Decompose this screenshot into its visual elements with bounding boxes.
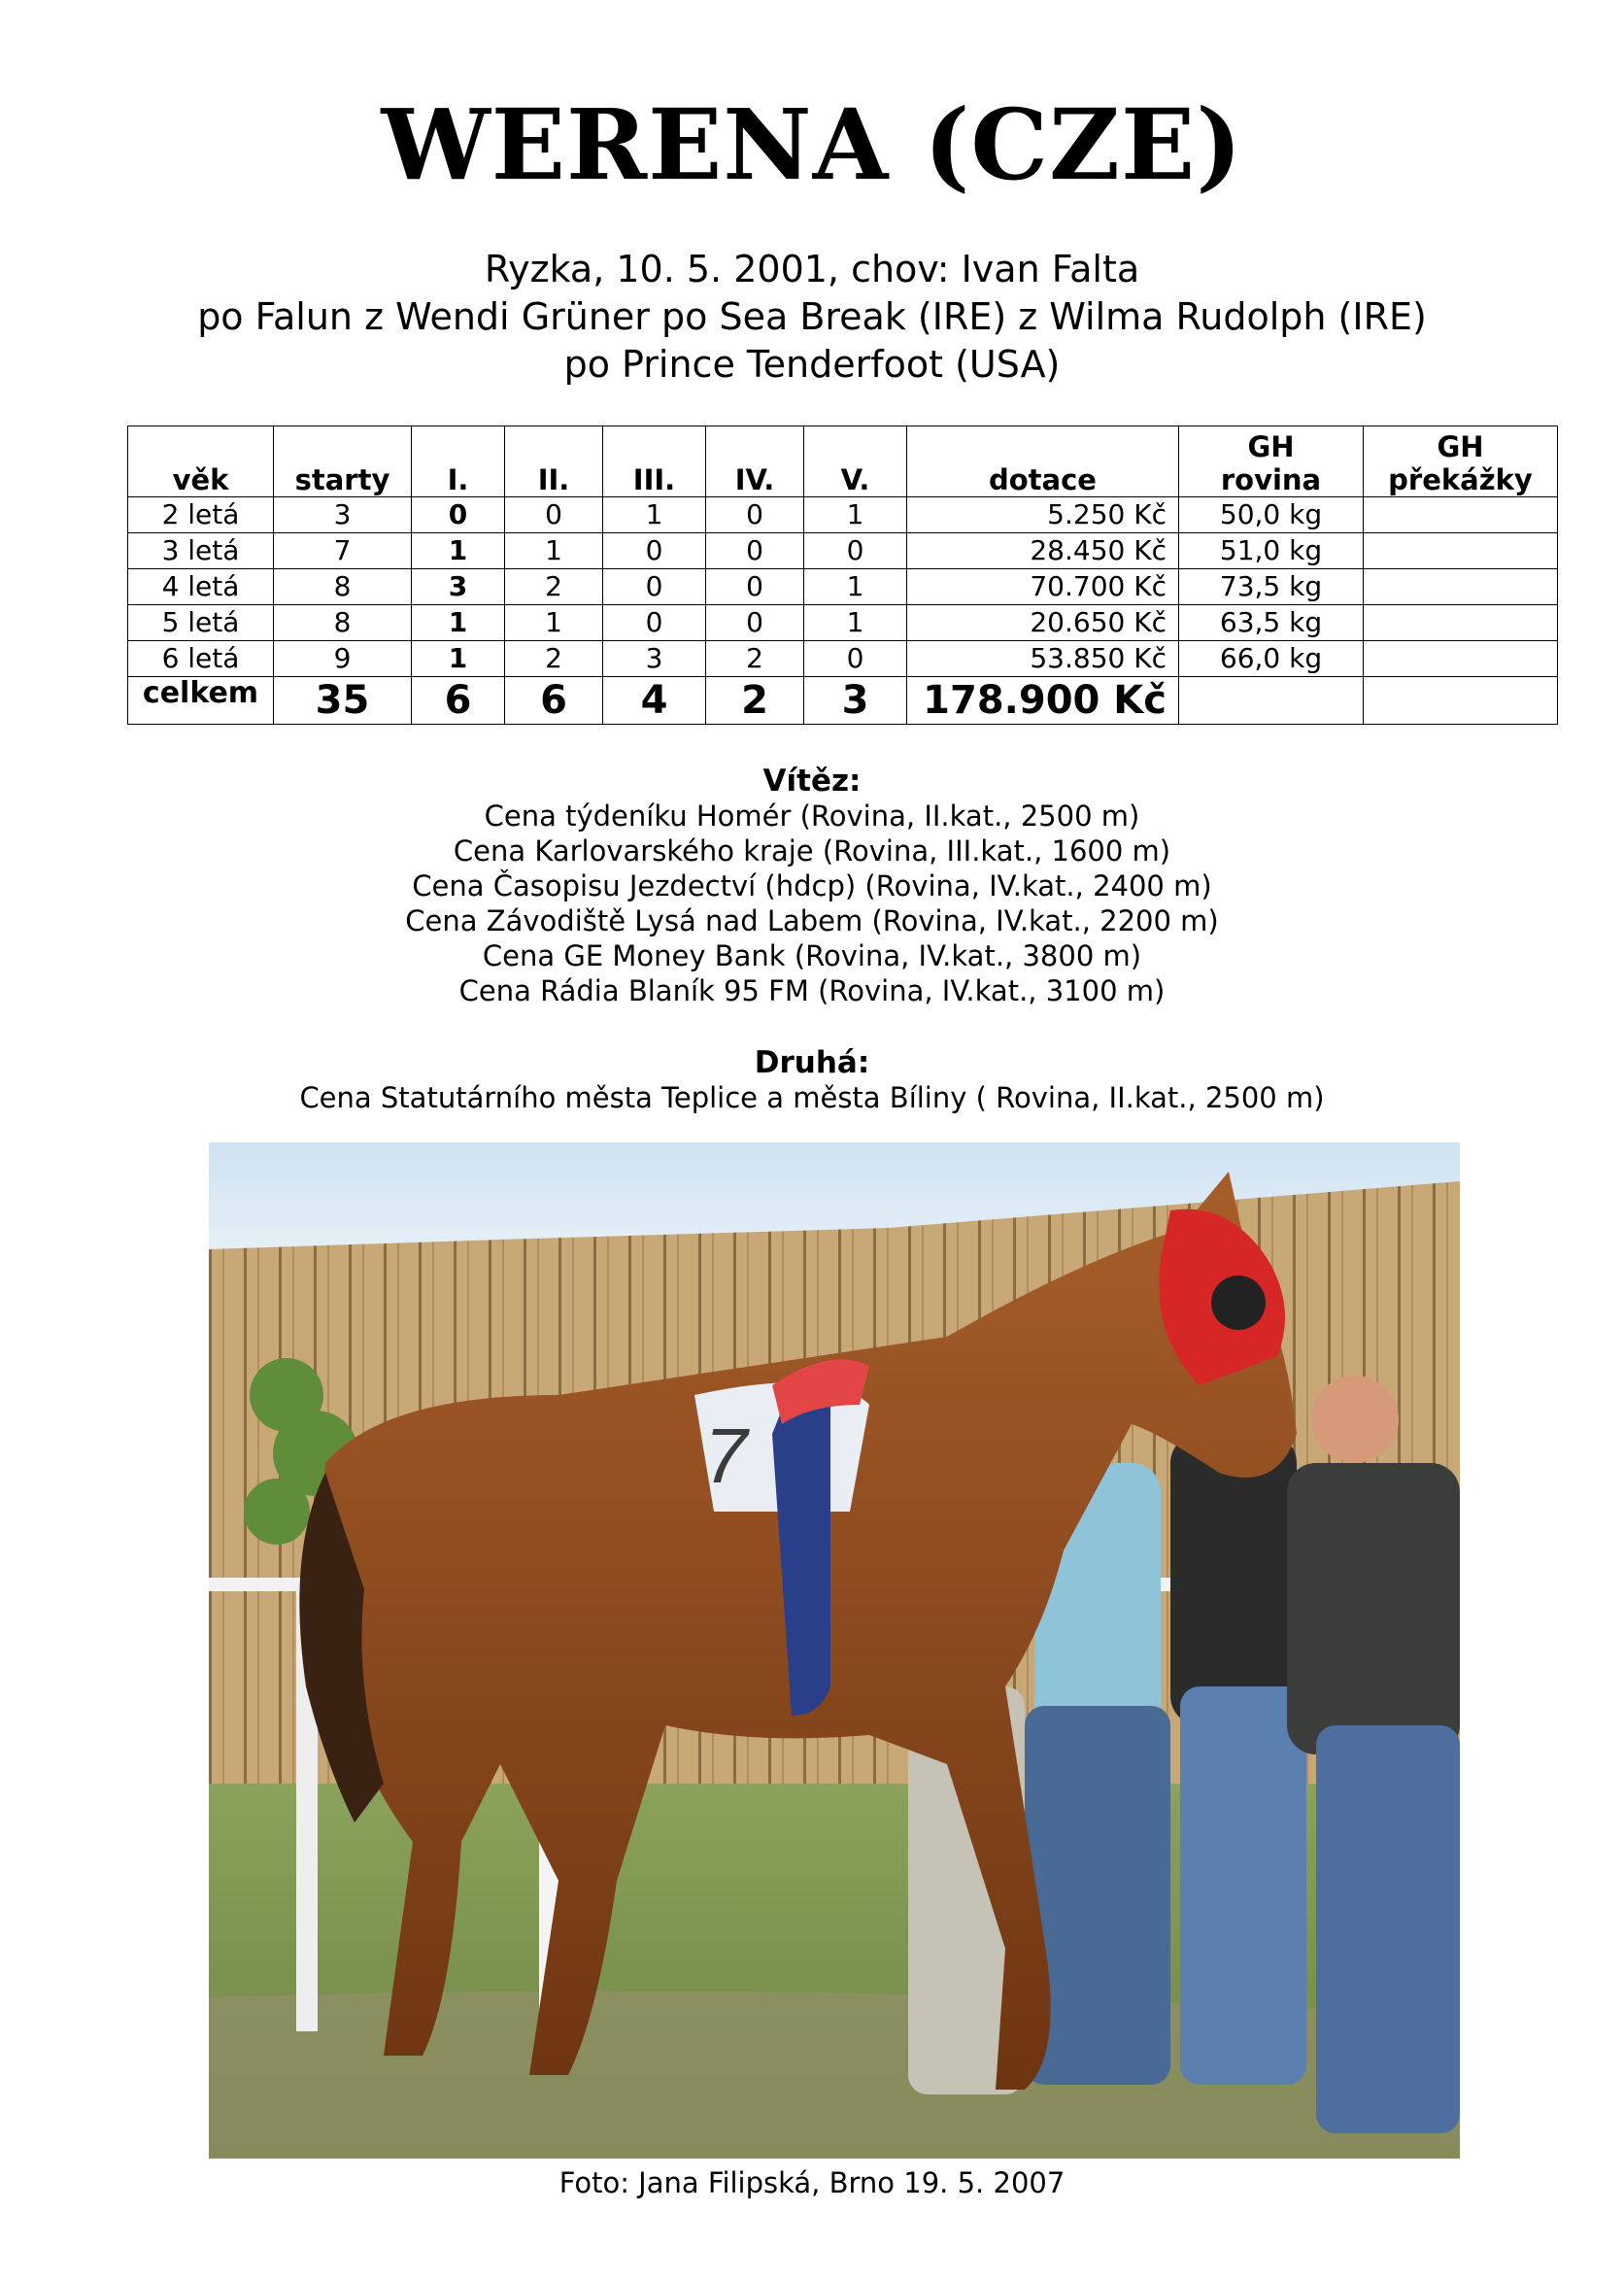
header-gh-flat: GH rovina bbox=[1179, 426, 1364, 497]
table-cell: 1 bbox=[505, 533, 603, 569]
total-cell bbox=[1179, 677, 1364, 725]
total-cell: 178.900 Kč bbox=[907, 677, 1179, 725]
total-cell: 6 bbox=[505, 677, 603, 725]
saddle-number: 7 bbox=[704, 1412, 748, 1499]
table-cell: 7 bbox=[274, 533, 412, 569]
table-cell: 51,0 kg bbox=[1179, 533, 1364, 569]
table-cell: 1 bbox=[804, 605, 907, 641]
second-heading: Druhá: bbox=[754, 1045, 870, 1080]
header-first: I. bbox=[412, 426, 505, 497]
photo-caption: Foto: Jana Filipská, Brno 19. 5. 2007 bbox=[558, 2166, 1066, 2199]
table-cell: 0 bbox=[603, 533, 706, 569]
table-cell: 0 bbox=[706, 497, 804, 533]
total-cell: 3 bbox=[804, 677, 907, 725]
second-list bbox=[0, 1080, 1624, 1115]
table-cell: 1 bbox=[412, 605, 505, 641]
header-fourth: IV. bbox=[706, 426, 804, 497]
total-cell: 2 bbox=[706, 677, 804, 725]
winner-list bbox=[0, 799, 1624, 1008]
table-cell: 73,5 kg bbox=[1179, 569, 1364, 605]
total-cell: 4 bbox=[603, 677, 706, 725]
total-cell bbox=[1364, 677, 1558, 725]
pedigree bbox=[0, 246, 1624, 389]
table-cell: 0 bbox=[603, 605, 706, 641]
pedigree-line-1: Ryzka, 10. 5. 2001, chov: Ivan Falta bbox=[484, 248, 1140, 290]
table-cell: 0 bbox=[706, 533, 804, 569]
table-cell bbox=[1364, 533, 1558, 569]
table-cell: 63,5 kg bbox=[1179, 605, 1364, 641]
total-cell: 6 bbox=[412, 677, 505, 725]
winner-item: Cena Časopisu Jezdectví (hdcp) (Rovina, IV.kat., 2400 m) bbox=[412, 869, 1212, 902]
table-cell: 0 bbox=[603, 569, 706, 605]
table-row bbox=[128, 569, 1558, 605]
table-cell: 5.250 Kč bbox=[907, 497, 1179, 533]
table-cell: 0 bbox=[706, 569, 804, 605]
total-cell: celkem bbox=[128, 677, 274, 725]
table-cell: 3 letá bbox=[128, 533, 274, 569]
header-age: věk bbox=[128, 426, 274, 497]
header-third: III. bbox=[603, 426, 706, 497]
table-cell: 0 bbox=[804, 641, 907, 677]
table-cell: 1 bbox=[603, 497, 706, 533]
table-cell: 5 letá bbox=[128, 605, 274, 641]
table-cell: 1 bbox=[505, 605, 603, 641]
table-cell: 2 bbox=[505, 641, 603, 677]
table-cell: 0 bbox=[412, 497, 505, 533]
table-cell: 1 bbox=[804, 497, 907, 533]
table-cell: 70.700 Kč bbox=[907, 569, 1179, 605]
table-cell: 4 letá bbox=[128, 569, 274, 605]
winner-heading: Vítěz: bbox=[762, 764, 862, 799]
winner-item: Cena Závodiště Lysá nad Labem (Rovina, IV.kat., 2200 m) bbox=[405, 904, 1219, 937]
table-cell: 2 letá bbox=[128, 497, 274, 533]
table-cell: 8 bbox=[274, 605, 412, 641]
table-cell: 1 bbox=[412, 641, 505, 677]
horse-photo bbox=[209, 1142, 1460, 2159]
table-total-row bbox=[128, 677, 1558, 725]
table-header-row bbox=[128, 426, 1558, 497]
race-stats-table bbox=[127, 425, 1558, 725]
winner-item: Cena Rádia Blaník 95 FM (Rovina, IV.kat., 3100 m) bbox=[458, 974, 1166, 1007]
header-fifth: V. bbox=[804, 426, 907, 497]
winner-item: Cena GE Money Bank (Rovina, IV.kat., 3800 m) bbox=[482, 939, 1142, 972]
table-cell: 28.450 Kč bbox=[907, 533, 1179, 569]
table-cell bbox=[1364, 605, 1558, 641]
header-earnings: dotace bbox=[907, 426, 1179, 497]
table-cell bbox=[1364, 569, 1558, 605]
table-cell: 0 bbox=[706, 605, 804, 641]
table-cell bbox=[1364, 497, 1558, 533]
header-second: II. bbox=[505, 426, 603, 497]
pedigree-line-3: po Prince Tenderfoot (USA) bbox=[563, 343, 1061, 386]
table-row bbox=[128, 605, 1558, 641]
table-row bbox=[128, 533, 1558, 569]
table-cell: 53.850 Kč bbox=[907, 641, 1179, 677]
table-cell: 2 bbox=[505, 569, 603, 605]
table-cell: 6 letá bbox=[128, 641, 274, 677]
table-cell: 1 bbox=[804, 569, 907, 605]
table-cell bbox=[1364, 641, 1558, 677]
table-cell: 9 bbox=[274, 641, 412, 677]
table-cell: 66,0 kg bbox=[1179, 641, 1364, 677]
winner-item: Cena týdeníku Homér (Rovina, II.kat., 2500 m) bbox=[484, 800, 1140, 833]
second-item: Cena Statutárního města Teplice a města Bíliny ( Rovina, II.kat., 2500 m) bbox=[299, 1081, 1325, 1114]
table-cell: 2 bbox=[706, 641, 804, 677]
winner-section bbox=[0, 764, 1624, 1008]
header-gh-hurdles: GH překážky bbox=[1364, 426, 1558, 497]
table-cell: 0 bbox=[505, 497, 603, 533]
table-row bbox=[128, 497, 1558, 533]
second-section bbox=[0, 1045, 1624, 1115]
header-starts: starty bbox=[274, 426, 412, 497]
table-cell: 8 bbox=[274, 569, 412, 605]
table-cell: 3 bbox=[603, 641, 706, 677]
table-cell: 1 bbox=[412, 533, 505, 569]
table-cell: 3 bbox=[274, 497, 412, 533]
table-cell: 0 bbox=[804, 533, 907, 569]
pedigree-line-2: po Falun z Wendi Grüner po Sea Break (IRE) z Wilma Rudolph (IRE) bbox=[197, 295, 1427, 338]
table-cell: 50,0 kg bbox=[1179, 497, 1364, 533]
table-row bbox=[128, 641, 1558, 677]
winner-item: Cena Karlovarského kraje (Rovina, III.kat., 1600 m) bbox=[453, 834, 1171, 868]
table-cell: 3 bbox=[412, 569, 505, 605]
table-cell: 20.650 Kč bbox=[907, 605, 1179, 641]
horse-name-title: WERENA (CZE) bbox=[381, 87, 1243, 202]
total-cell: 35 bbox=[274, 677, 412, 725]
